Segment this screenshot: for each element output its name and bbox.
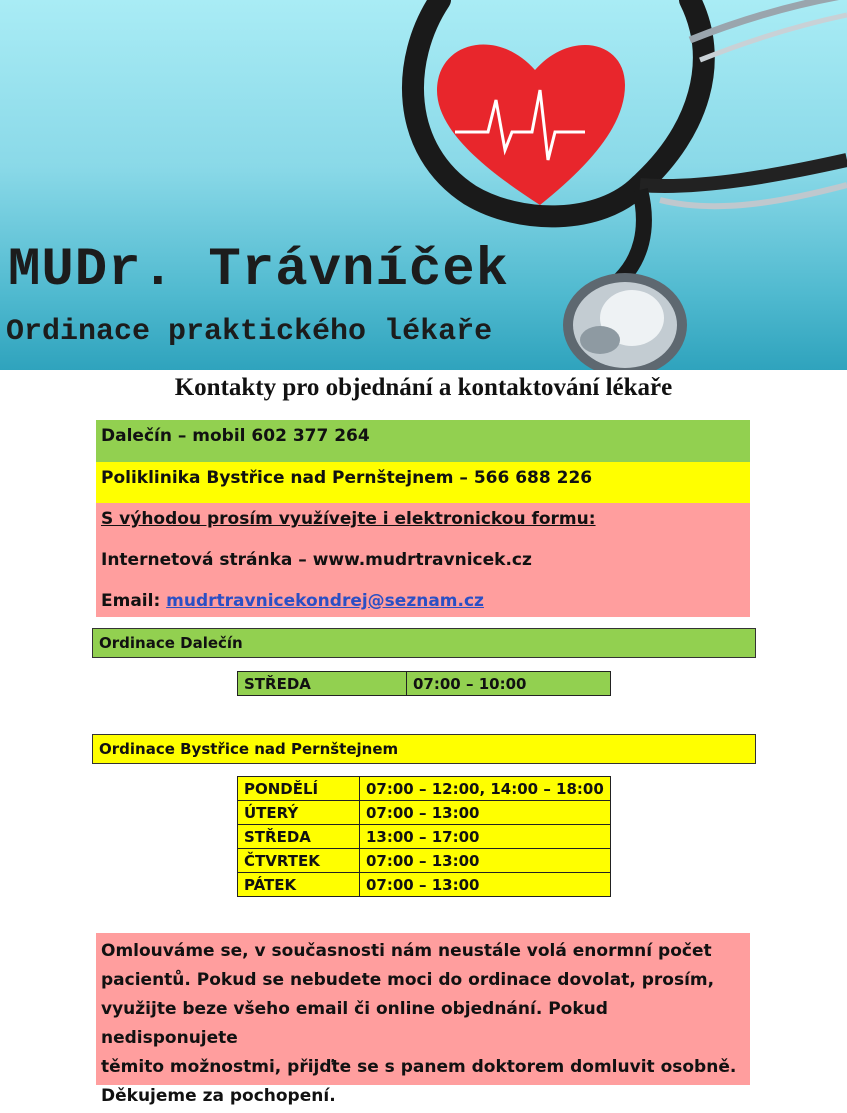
- chestpiece-icon: [563, 273, 687, 370]
- electronic-note: S výhodou prosím využívejte i elektronickou formu:: [101, 509, 596, 529]
- time-cell: 13:00 – 17:00: [360, 825, 611, 849]
- email-label: Email:: [101, 591, 167, 611]
- bystrice-hours-table: [237, 776, 611, 897]
- section-bystrice: Ordinace Bystřice nad Pernštejnem: [92, 734, 756, 764]
- notice-line: Omlouváme se, v současnosti nám neustále volá enormní počet: [101, 941, 712, 961]
- time-cell: 07:00 – 13:00: [360, 801, 611, 825]
- electronic-contact-box: [96, 503, 750, 617]
- day-cell: PÁTEK: [238, 873, 360, 897]
- notice-line: těmito možnostmi, přijďte se s panem doktorem domluvit osobně.: [101, 1057, 737, 1077]
- page-heading: Kontakty pro objednání a kontaktování lékaře: [174, 374, 673, 401]
- dalecin-mobile-text: Dalečín – mobil 602 377 264: [101, 426, 370, 446]
- notice-line: pacientů. Pokud se nebudete moci do ordinace dovolat, prosím,: [101, 970, 715, 990]
- day-cell: ÚTERÝ: [238, 801, 360, 825]
- day-cell: PONDĚLÍ: [238, 777, 360, 801]
- banner-subtitle: Ordinace praktického lékaře: [6, 315, 493, 349]
- notice-line: Děkujeme za pochopení.: [101, 1086, 336, 1106]
- notice-line: využijte beze všeho email či online objednání. Pokud nedisponujete: [101, 999, 608, 1048]
- table-row: [238, 777, 611, 801]
- table-row: [238, 825, 611, 849]
- email-link[interactable]: mudrtravnicekondrej@seznam.cz: [166, 591, 484, 611]
- table-row: [238, 873, 611, 897]
- table-row: [238, 849, 611, 873]
- poliklinika-text: Poliklinika Bystřice nad Pernštejnem – 566 688 226: [101, 468, 593, 488]
- website-text[interactable]: Internetová stránka – www.mudrtravnicek.cz: [101, 550, 532, 570]
- dalecin-hours-table: [237, 671, 611, 696]
- email-row: [101, 591, 484, 611]
- table-row: [238, 672, 611, 696]
- time-cell: 07:00 – 13:00: [360, 849, 611, 873]
- time-cell: 07:00 – 12:00, 14:00 – 18:00: [360, 777, 611, 801]
- header-banner: [0, 0, 847, 370]
- contact-dalecin-mobile: [96, 420, 750, 462]
- time-cell: 07:00 – 10:00: [407, 672, 611, 696]
- time-cell: 07:00 – 13:00: [360, 873, 611, 897]
- notice-box: [96, 933, 750, 1106]
- table-row: [238, 801, 611, 825]
- banner-title: MUDr. Trávníček: [8, 240, 510, 301]
- section-dalecin: Ordinace Dalečín: [92, 628, 756, 658]
- day-cell: ČTVRTEK: [238, 849, 360, 873]
- day-cell: STŘEDA: [238, 825, 360, 849]
- contact-poliklinika: [96, 462, 750, 503]
- day-cell: STŘEDA: [238, 672, 407, 696]
